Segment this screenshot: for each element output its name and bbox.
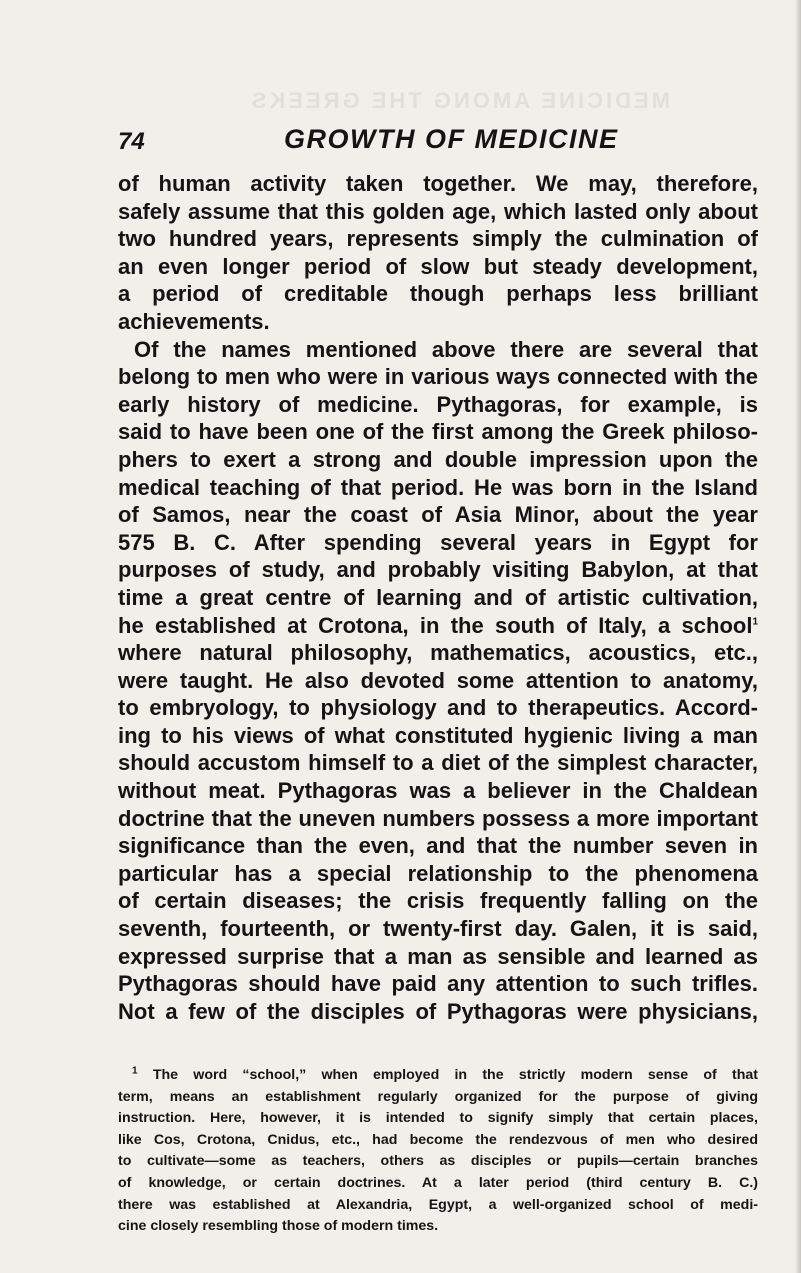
text-line: significance than the even, and that the number seven in (118, 833, 758, 859)
footnote-reference: 1 (752, 616, 758, 628)
text-line: where natural philosophy, mathematics, acoustics, etc., (118, 640, 758, 666)
text-line: achievements. (118, 308, 270, 334)
footnote-line: there was established at Alexandria, Egypt, a well-organized school of medi- (118, 1196, 758, 1213)
paragraph-1 (118, 170, 758, 336)
text-line: of Samos, near the coast of Asia Minor, about the year (118, 502, 758, 528)
page-edge-shadow (795, 0, 801, 1273)
text-line: phers to exert a strong and double impression upon the (118, 446, 758, 472)
footnote-line: of knowledge, or certain doctrines. At a later period (third century B. C.) (118, 1174, 758, 1191)
running-head: GROWTH OF MEDICINE (284, 124, 619, 154)
bleed-through-text: MEDICINE AMONG THE GREEKS (248, 88, 670, 113)
page-number: 74 (118, 128, 145, 155)
text-line: safely assume that this golden age, which lasted only about (118, 198, 758, 224)
body-text (118, 170, 758, 1025)
text-line: without meat. Pythagoras was a believer in the Chaldean (118, 778, 758, 804)
text-line: were taught. He also devoted some attention to anatomy, (118, 667, 758, 693)
text-line: seventh, fourteenth, or twenty-first day. Galen, it is said, (118, 916, 758, 942)
footnote-line (118, 1065, 758, 1087)
text-line: should accustom himself to a diet of the simplest character, (118, 750, 758, 776)
text-line: early history of medicine. Pythagoras, for example, is (118, 391, 758, 417)
text-line: purposes of study, and probably visiting Babylon, at that (118, 557, 758, 583)
text-line: he established at Crotona, in the south of Italy, a school (118, 612, 753, 638)
text-line: time a great centre of learning and of artistic cultivation, (118, 584, 758, 610)
page-header (118, 124, 758, 164)
text-line: of human activity taken together. We may, therefore, (118, 171, 758, 196)
paragraph-2 (118, 336, 758, 1026)
footnote-line: like Cos, Crotona, Cnidus, etc., had become the rendezvous of men who desired (118, 1131, 758, 1148)
text-line: medical teaching of that period. He was born in the Island (118, 474, 758, 500)
text-line: Pythagoras should have paid any attention to such trifles. (118, 971, 758, 997)
text-line: an even longer period of slow but steady development, (118, 253, 758, 279)
footnote (118, 1065, 758, 1238)
text-line: doctrine that the uneven numbers possess a more important (118, 805, 758, 831)
footnote-line: to cultivate—some as teachers, others as disciples or pupils—certain branches (118, 1153, 758, 1170)
text-line: 575 B. C. After spending several years in Egypt for (118, 529, 758, 555)
footnote-marker: 1 (132, 1065, 138, 1077)
footnote-line: instruction. Here, however, it is intended to signify simply that certain places, (118, 1110, 758, 1127)
text-line: said to have been one of the first among the Greek philoso- (118, 419, 758, 445)
text-line: Of the names mentioned above there are several that (134, 336, 758, 362)
text-line: Not a few of the disciples of Pythagoras were physicians, (118, 998, 758, 1024)
footnote-line: term, means an establishment regularly organized for the purpose of giving (118, 1088, 758, 1105)
text-line: particular has a special relationship to the phenomena (118, 860, 758, 886)
text-line: a period of creditable though perhaps less brilliant (118, 281, 758, 307)
text-line: of certain diseases; the crisis frequently falling on the (118, 888, 758, 914)
text-line: belong to men who were in various ways connected with the (118, 364, 758, 390)
text-line: to embryology, to physiology and to therapeutics. Accord- (118, 695, 758, 721)
footnote-line: cine closely resembling those of modern times. (118, 1218, 439, 1235)
text-line: ing to his views of what constituted hygienic living a man (118, 722, 758, 748)
text-line: expressed surprise that a man as sensible and learned as (118, 943, 758, 969)
footnote-text: The word “school,” when employed in the strictly modern sense of that (152, 1067, 758, 1083)
text-line: two hundred years, represents simply the culmination of (118, 226, 758, 252)
text-line-with-footnote (118, 612, 758, 640)
